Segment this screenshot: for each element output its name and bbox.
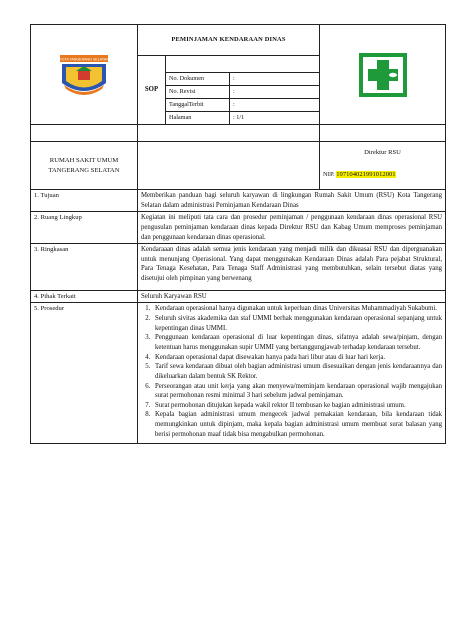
nip-prefix: NIP. xyxy=(323,171,335,179)
meta-label-halaman: Halaman xyxy=(166,112,230,125)
prosedur-step: 1. Kendaraan operasional hanya digunakan untuk keperluan dinas Universitas Muhammadiyah Sukabumi. xyxy=(152,304,442,314)
section-label-ruang-lingkup: 2. Ruang Lingkup xyxy=(31,212,138,244)
section-label-prosedur: 5. Prosedur xyxy=(31,303,138,444)
sop-label: SOP xyxy=(138,56,166,125)
sop-document-table xyxy=(30,24,446,444)
nip-value: 197104021991012001 xyxy=(336,171,396,179)
regional-logo-cell xyxy=(31,25,138,125)
meta-label-tanggal-terbit: TanggalTerbit xyxy=(166,99,230,112)
document-title: PEMINJAMAN KENDARAAN DINAS xyxy=(138,25,320,56)
prosedur-list xyxy=(141,304,442,439)
prosedur-step: 2. Seluruh sivitas akademika dan staf UMMI berhak menggunakan kendaraan operasional sepanjang untuk kepentingan dinas UMMI. xyxy=(152,314,442,333)
meta-value-tanggal-terbit: : xyxy=(230,99,320,112)
prosedur-step: 6. Perseorangan atau unit kerja yang akan menyewa/meminjam kendaraan operasional wajib mengajukan surat permohonan resmi minimal 3 hari sebelum jadwal peminjaman. xyxy=(152,382,442,401)
director-block xyxy=(320,142,446,190)
green-cross-logo-icon xyxy=(358,52,408,98)
hospital-name: RUMAH SAKIT UMUM TANGERANG SELATAN xyxy=(31,142,138,190)
prosedur-step: 7. Surat permohonan ditujukan kepada wakil rektor II tembusan ke bagian administrasi umum. xyxy=(152,401,442,411)
meta-label-no-revisi: No. Revisi xyxy=(166,86,230,99)
section-text-ruang-lingkup: Kegiatan ini meliputi tata cara dan prosedur peminjaman / penggunaan kendaraan dinas operasional RSU pengusulan peminjaman kendaraan dinas kepada Direktur RSU dan Kabag Umum memproses peminjaman dan penggunaan kendaraan dinas operasional. xyxy=(138,212,446,244)
meta-value-halaman: : 1/1 xyxy=(230,112,320,125)
section-text-ringkasan: Kendaraaan dinas adalah semua jenis kendaraan yang menjadi milik dan dikuasai RSU dan diperguanakan untuk menunjang Operasional. Yang dapat menggunakan Kendaraan Dinas adalah Para pejabat Struktural, Para Tenaga Kesehatan, Para Tenaga Staff Administrasi yang membutuhkan, selain tersebut diatas yang disetujui oleh pimpinan yang berwenang xyxy=(138,244,446,291)
section-label-tujuan: 1. Tujuan xyxy=(31,190,138,212)
kota-tangerang-selatan-logo-icon xyxy=(54,49,114,101)
director-nip xyxy=(323,170,442,179)
hospital-logo-cell xyxy=(320,25,446,125)
blank-cell xyxy=(138,142,320,190)
section-prosedur xyxy=(138,303,446,444)
prosedur-step: 8. Kepala bagian administrasi umum mengecek jadwal pemakaian kendaraan, bila kendaraan tidak memungkinkan untuk dipinjam, maka kepala bagian administrasi umum membuat surat balasan yang berisi permohonan maaf tidak bisa mengabulkan permohonan. xyxy=(152,410,442,439)
svg-text:KOTA TANGERANG SELATAN: KOTA TANGERANG SELATAN xyxy=(59,57,109,61)
header-spacer-mid xyxy=(138,125,320,142)
sop-spacer xyxy=(166,56,320,73)
section-text-tujuan: Memberikan panduan bagi seluruh karyawan di lingkungan Rumah Sakit Umum (RSU) Kota Tangerang Selatan dalam administrasi Peminjaman Kendaraan Dinas xyxy=(138,190,446,212)
section-text-pihak-terkait: Seluruh Karyawan RSU xyxy=(138,290,446,303)
meta-label-no-dokumen: No. Dokumen xyxy=(166,73,230,86)
section-label-ringkasan: 3. Ringkasan xyxy=(31,244,138,291)
header-spacer-right xyxy=(320,125,446,142)
meta-value-no-revisi: : xyxy=(230,86,320,99)
header-spacer-left xyxy=(31,125,138,142)
director-label: Direktur RSU xyxy=(364,149,401,156)
prosedur-step: 5. Tarif sewa kendaraan dibuat oleh bagian administrasi umum disesuaikan dengan jenis kendaraannya dan dikeluarkan dalam bentuk SK Rektor. xyxy=(152,362,442,381)
meta-value-no-dokumen: : xyxy=(230,73,320,86)
prosedur-step: 3. Penggunaan kendaraan operasional di luar kepentingan dinas, sifatnya adalah sewa/pinjam, dengan ketentuan harus menggunakan supir UMMI yang bertanggungjawab terhadap kendaraan tersebut. xyxy=(152,333,442,352)
section-label-pihak-terkait: 4. Pihak Terkait xyxy=(31,290,138,303)
prosedur-step: 4. Kendaraan operasional dapat disewakan hanya pada hari libur atau di luar hari kerja. xyxy=(152,353,442,363)
